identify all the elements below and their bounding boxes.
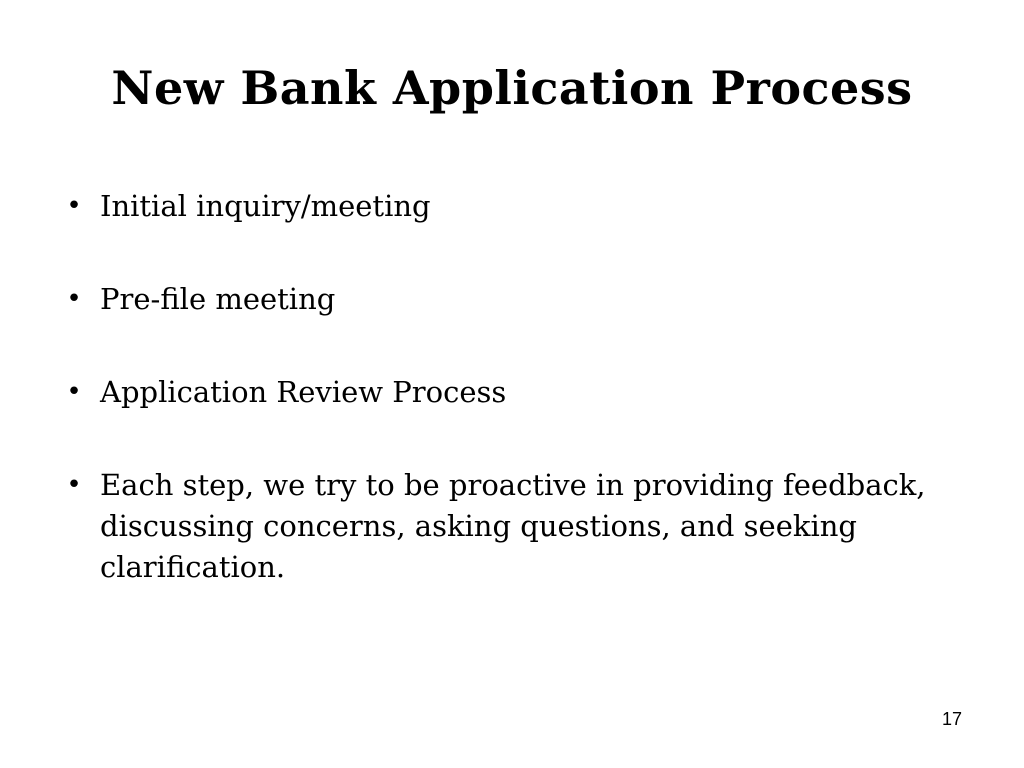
bullet-list: [64, 186, 944, 640]
bullet-point-icon: •: [66, 470, 82, 500]
bullet-item-each-step: [64, 465, 944, 588]
bullet-point-icon: •: [66, 284, 82, 314]
bullet-point-icon: •: [66, 191, 82, 221]
bullet-text: Initial inquiry/meeting: [100, 189, 431, 223]
bullet-item-initial-inquiry: [64, 186, 944, 227]
bullet-item-application-review: [64, 372, 944, 413]
bullet-text: Application Review Process: [100, 375, 507, 409]
bullet-point-icon: •: [66, 377, 82, 407]
slide-title: New Bank Application Process: [111, 61, 913, 115]
bullet-item-pre-file-meeting: [64, 279, 944, 320]
bullet-text: Pre-file meeting: [100, 282, 336, 316]
bullet-text: Each step, we try to be proactive in providing feedback, discussing concerns, asking questions, and seeking clarification.: [100, 468, 926, 584]
slide-page-number: 17: [941, 709, 962, 729]
